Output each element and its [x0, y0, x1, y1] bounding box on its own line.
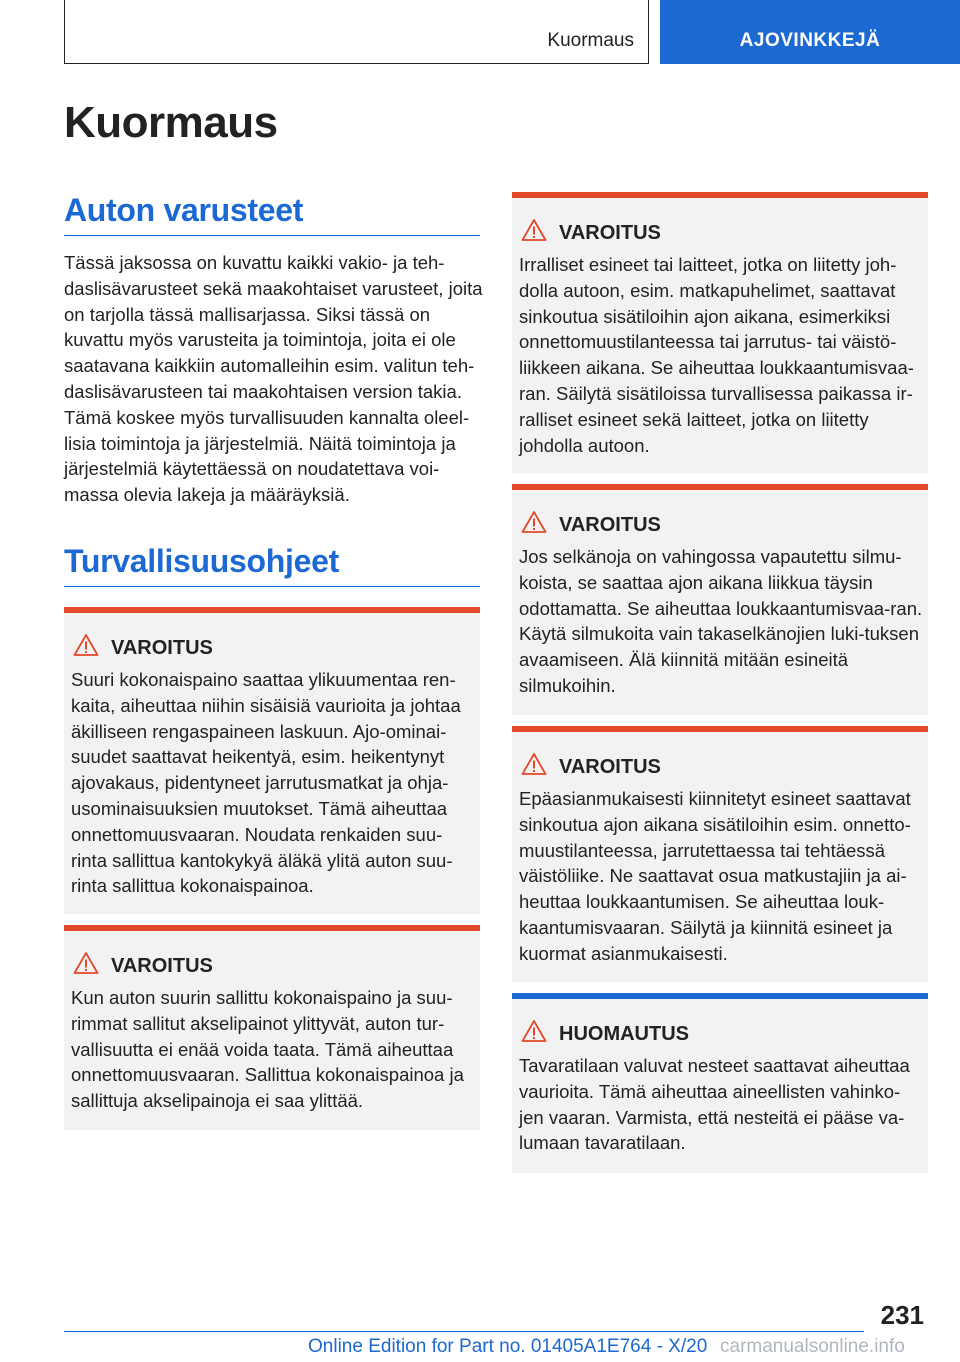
- warning-box-title: VAROITUS: [559, 756, 661, 778]
- header-section-tab: [64, 0, 649, 64]
- warning-box: [512, 192, 928, 473]
- warning-box-text: Kun auton suurin sallittu kokonaispaino ja suu-rimmat sallitut akselipainot ylittyvät, auton tur-vallisuutta ei enää voida taata. Tämä aiheuttaa onnettomuusvaaran. Sallittua kokonaispainoa ja sallittuja akselipainoja ei saa ylittää.: [71, 987, 464, 1112]
- warning-triangle-icon: [521, 218, 547, 242]
- warning-box: [64, 925, 480, 1130]
- warning-triangle-icon: [521, 752, 547, 776]
- warning-box-title: VAROITUS: [559, 514, 661, 536]
- warning-box-title: VAROITUS: [111, 955, 213, 977]
- warning-triangle-icon: [73, 951, 99, 975]
- warning-triangle-icon: [73, 633, 99, 657]
- warning-triangle-icon: [521, 510, 547, 534]
- notice-box-text: Tavaratilaan valuvat nesteet saattavat aiheuttaa vaurioita. Tämä aiheuttaa aineellisten vahinko-jen vaaran. Varmista, että nesteitä ei pääse va-lumaan tavaratilaan.: [519, 1055, 910, 1154]
- notice-box-title: HUOMAUTUS: [559, 1023, 689, 1045]
- warning-box-text: Suuri kokonaispaino saattaa ylikuumentaa ren-kaita, aiheuttaa niihin sisäisiä vaurioita ja johtaa äkilliseen rengaspaineen laskuun. Ajo-ominai-suudet saattavat heikentyä, esim. heikentynyt ajovakaus, pidentyneet jarrutusmatkat ja ohja-usominaisuuksien muutokset. Tämä aiheuttaa onnettomuusvaaran. Noudata renkaiden suu-rinta sallittua kantokykyä äläkä ylitä auton suu-rinta sallittua kokonaispainoa.: [71, 669, 461, 897]
- warning-box: [64, 607, 480, 914]
- warning-box-text: Irralliset esineet tai laitteet, jotka on liitetty joh-dolla autoon, esim. matkapuhelimet, saattavat sinkoutua sisätiloihin ajon aikana, esimerkiksi onnettomuustilanteessa tai jarrutus- tai väistö-liikkeen aikana. Se aiheuttaa loukkaantumisvaa-ran. Säilytä sisätiloissa turvallisessa paikassa ir-ralliset esineet sekä laitteet, jotka on liitetty johdolla autoon.: [519, 254, 914, 456]
- section-title-equipment: Auton varusteet: [64, 192, 480, 236]
- footer-divider: [64, 1331, 864, 1332]
- warning-box-text: Jos selkänoja on vahingossa vapautettu silmu-koista, se saattaa ajon aikana liikkua täysin odottamatta. Se aiheuttaa loukkaantumisvaa-ran. Käytä silmukoita vain takaselkänojien luki-tuksen avaamiseen. Älä kiinnitä mitään esineitä silmukoihin.: [519, 546, 923, 696]
- page-number: 231: [880, 1300, 924, 1330]
- warning-box: [512, 484, 928, 715]
- section-title-safety: Turvallisuusohjeet: [64, 543, 480, 587]
- page-title: Kuormaus: [64, 98, 278, 147]
- notice-box: [512, 993, 928, 1173]
- warning-box-text: Epäasianmukaisesti kiinnitetyt esineet saattavat sinkoutua ajon aikana sisätiloihin esim. onnetto-muustilanteessa, jarrutettaessa tai tehtäessä väistöliike. Ne saattavat osua matkustajiin ja ai-heuttaa loukkaantumisen. Se aiheuttaa louk-kaantumisvaaran. Säilytä ja kiinnitä esineet ja kuormat asianmukaisesti.: [519, 788, 911, 964]
- header-chapter-label: AJOVINKKEJÄ: [739, 30, 881, 51]
- warning-box-title: VAROITUS: [111, 637, 213, 659]
- header-section-label: Kuormaus: [547, 30, 634, 51]
- equipment-paragraph: Tässä jaksossa on kuvattu kaikki vakio- ja teh-daslisävarusteet sekä maakohtaiset varusteet, joita on tarjolla tässä mallisarjassa. Siksi tässä on kuvattu myös varusteita ja toimintoja, joita ei ole saatavana kaikkiin automalleihin esim. valitun teh-daslisävarusteen tai maakohtaisen version takia. Tämä koskee myös turvallisuuden kannalta oleel-lisia toimintoja ja järjestelmiä. Näitä toimintoja ja järjestelmiä käytettäessä on noudatettava voi-massa olevia lakeja ja määräyksiä.: [64, 252, 483, 506]
- header-chapter-tab: [660, 0, 960, 64]
- warning-box-title: VAROITUS: [559, 222, 661, 244]
- watermark: carmanualsonline.info: [720, 1336, 905, 1357]
- edition-text: Online Edition for Part no. 01405A1E764 - X/20: [308, 1336, 708, 1357]
- warning-triangle-icon: [521, 1019, 547, 1043]
- warning-box: [512, 726, 928, 982]
